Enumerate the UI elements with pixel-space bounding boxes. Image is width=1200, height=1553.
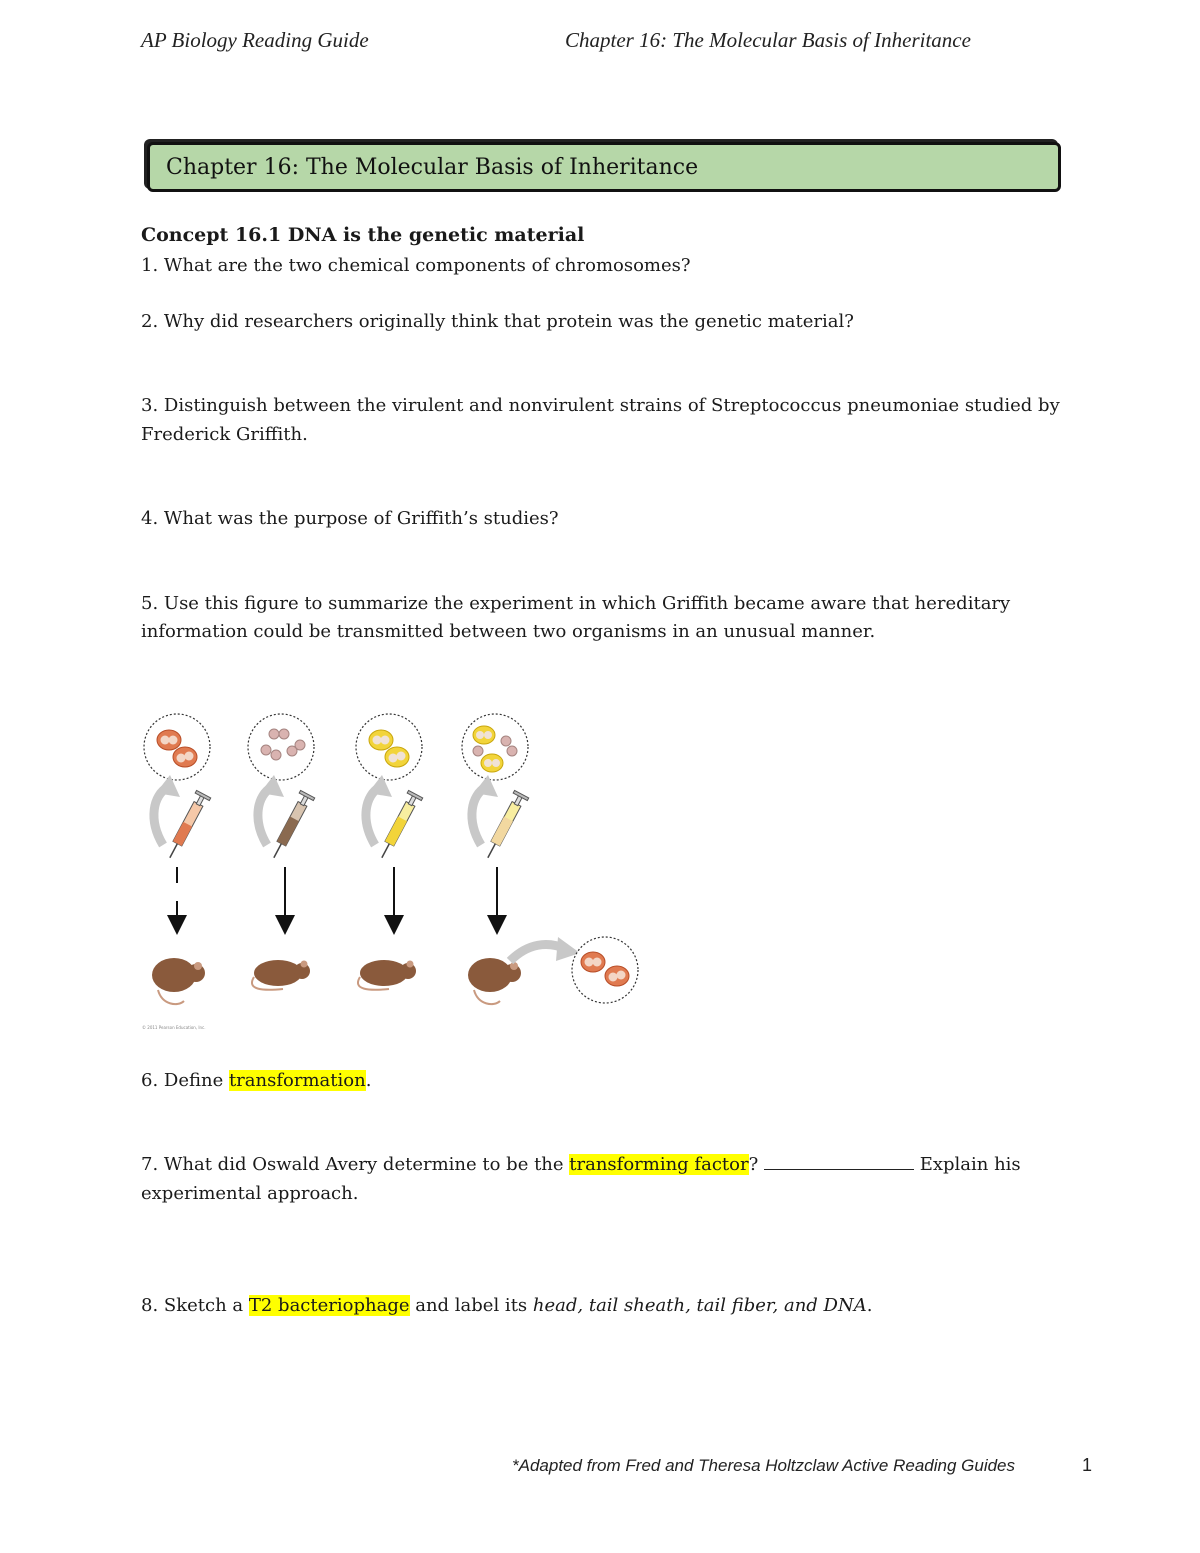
highlight-transforming-factor: transforming factor xyxy=(569,1154,749,1175)
header-right: Chapter 16: The Molecular Basis of Inheritance xyxy=(565,28,971,52)
bacteria-cell xyxy=(271,750,281,760)
syringe-icon xyxy=(375,790,423,861)
highlight-t2-bacteriophage: T2 bacteriophage xyxy=(248,1295,410,1316)
question-3-line-2: Frederick Griffith. xyxy=(141,424,308,445)
syringe-icon xyxy=(481,790,529,861)
bacteria-cell xyxy=(269,729,279,739)
question-2: 2. Why did researchers originally think that protein was the genetic material? xyxy=(141,311,854,332)
question-7-line-2: experimental approach. xyxy=(141,1183,359,1204)
panel-heat-killed-s-cells xyxy=(356,714,423,990)
chapter-title: Chapter 16: The Molecular Basis of Inheritance xyxy=(166,155,699,180)
bacteria-cell xyxy=(261,745,271,755)
question-3-line-1: 3. Distinguish between the virulent and nonvirulent strains of Streptococcus pneumoniae studied by xyxy=(141,395,1060,416)
answer-blank[interactable] xyxy=(764,1151,914,1170)
mouse-healthy-icon xyxy=(358,960,416,990)
recovered-s-cells xyxy=(572,937,638,1003)
figure-caption: © 2011 Pearson Education, Inc. xyxy=(142,1025,206,1030)
question-5-line-2: information could be transmitted between two organisms in an unusual manner. xyxy=(141,621,876,642)
griffith-experiment-figure xyxy=(138,705,658,1035)
bacteria-cell xyxy=(501,736,511,746)
footer-note: *Adapted from Fred and Theresa Holtzclaw Active Reading Guides xyxy=(512,1456,1016,1475)
highlight-transformation: transformation xyxy=(228,1070,366,1091)
question-1: 1. What are the two chemical components of chromosomes? xyxy=(141,255,691,276)
syringe-icon xyxy=(267,790,315,861)
bacteria-cell xyxy=(279,729,289,739)
mouse-dead-icon xyxy=(468,958,521,1004)
bacteria-cell xyxy=(507,746,517,756)
syringe-icon xyxy=(163,790,211,861)
bacteria-cell xyxy=(473,746,483,756)
question-4: 4. What was the purpose of Griffith’s studies? xyxy=(141,508,559,529)
concept-heading: Concept 16.1 DNA is the genetic material xyxy=(141,224,585,246)
bacteria-cell xyxy=(295,740,305,750)
page-number: 1 xyxy=(1082,1455,1093,1475)
question-5-line-1: 5. Use this figure to summarize the experiment in which Griffith became aware that hereditary xyxy=(141,593,1011,614)
question-7-line-1: 7. What did Oswald Avery determine to be the transforming factor? Explain his xyxy=(141,1150,1021,1179)
mouse-dead-icon xyxy=(152,958,205,1004)
panel-living-r-cells xyxy=(248,714,315,990)
question-6: 6. Define transformation. xyxy=(141,1070,372,1091)
panel-mixture xyxy=(462,714,638,1004)
question-8: 8. Sketch a T2 bacteriophage and label its head, tail sheath, tail fiber, and DNA. xyxy=(141,1295,873,1316)
chapter-title-box xyxy=(147,142,1061,192)
mouse-healthy-icon xyxy=(252,960,310,990)
header-left: AP Biology Reading Guide xyxy=(141,28,369,52)
panel-living-s-cells xyxy=(144,714,211,1004)
